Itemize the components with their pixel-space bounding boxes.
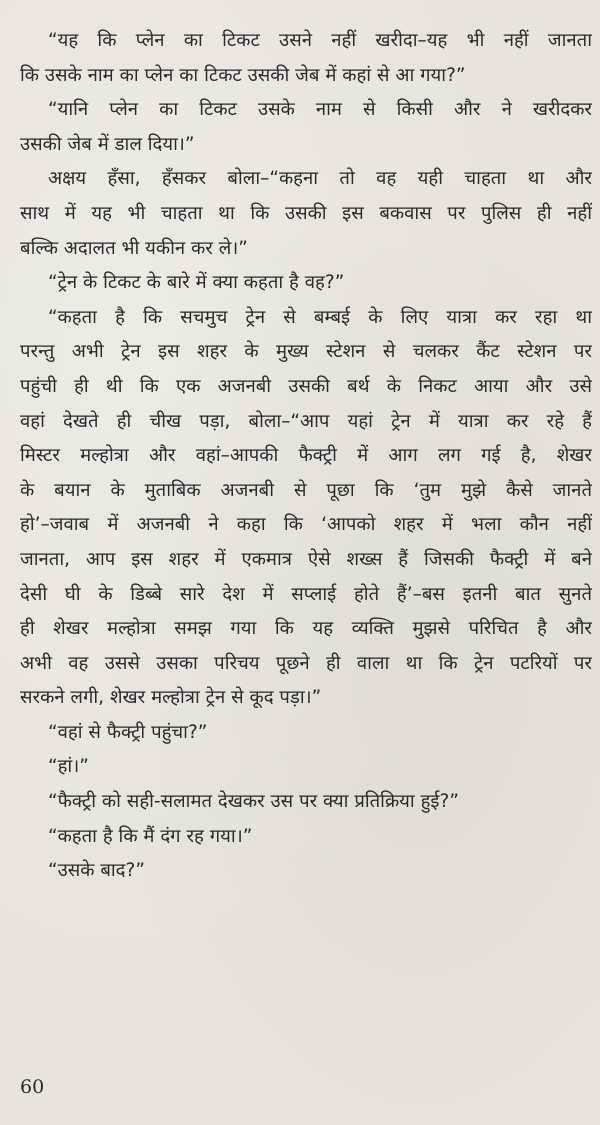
text-line: जानता, आप इस शहर में एकमात्र ऐसे शख्स हैं जिसकी फैक्ट्री में बने — [20, 548, 592, 570]
text-line: बल्कि अदालत भी यकीन कर ले।” — [20, 237, 248, 259]
text-line: देसी घी के डिब्बे सारे देश में सप्लाई होते हैं’–बस इतनी बात सुनते — [20, 583, 592, 605]
text-line: “उसके बाद?” — [48, 860, 145, 882]
text-line: “हां।” — [48, 756, 89, 778]
text-line: उसकी जेब में डाल दिया।” — [20, 133, 195, 155]
text-line: “ट्रेन के टिकट के बारे में क्या कहता है वह?” — [48, 272, 345, 294]
text-line: “कहता है कि सचमुच ट्रेन से बम्बई के लिए यात्रा कर रहा था — [48, 306, 592, 328]
page-number: 60 — [20, 1076, 45, 1098]
text-line: अभी वह उससे उसका परिचय पूछने ही वाला था कि ट्रेन पटरियों पर — [20, 652, 592, 674]
text-line: “कहता है कि मैं दंग रह गया।” — [48, 825, 253, 847]
text-line: साथ में यह भी चाहता था कि उसकी इस बकवास पर पुलिस ही नहीं — [20, 202, 592, 224]
text-line: “यानि प्लेन का टिकट उसके नाम से किसी और ने खरीदकर — [48, 99, 592, 121]
text-line: पहुंची ही थी कि एक अजनबी उसकी बर्थ के निकट आया और उसे — [20, 375, 592, 397]
text-line: “वहां से फैक्ट्री पहुंचा?” — [48, 721, 208, 743]
text-line: परन्तु अभी ट्रेन इस शहर के मुख्य स्टेशन से चलकर कैंट स्टेशन पर — [20, 341, 592, 363]
text-line: “फैक्ट्री को सही-सलामत देखकर उस पर क्या प्रतिक्रिया हुई?” — [48, 791, 459, 813]
text-line: मिस्टर मल्होत्रा और वहां–आपकी फैक्ट्री में आग लग गई है, शेखर — [20, 445, 592, 467]
text-line: वहां देखते ही चीख पड़ा, बोला–“आप यहां ट्रेन में यात्रा कर रहे हैं — [20, 410, 592, 432]
text-line: के बयान के मुताबिक अजनबी से पूछा कि ‘तुम मुझे कैसे जानते — [20, 479, 592, 501]
text-line: हो’–जवाब में अजनबी ने कहा कि ‘आपको शहर में भला कौन नहीं — [20, 514, 592, 536]
text-line: कि उसके नाम का प्लेन का टिकट उसकी जेब में कहां से आ गया?” — [20, 64, 466, 86]
text-line: “यह कि प्लेन का टिकट उसने नहीं खरीदा–यह भी नहीं जानता — [48, 30, 592, 51]
text-line: ही शेखर मल्होत्रा समझ गया कि यह व्यक्ति मुझसे परिचित है और — [20, 618, 592, 640]
body-text — [20, 24, 592, 889]
text-line: अक्षय हँसा, हँसकर बोला–“कहना तो वह यही चाहता था और — [48, 168, 592, 190]
text-line: सरकने लगी, शेखर मल्होत्रा ट्रेन से कूद पड़ा।” — [20, 687, 322, 709]
